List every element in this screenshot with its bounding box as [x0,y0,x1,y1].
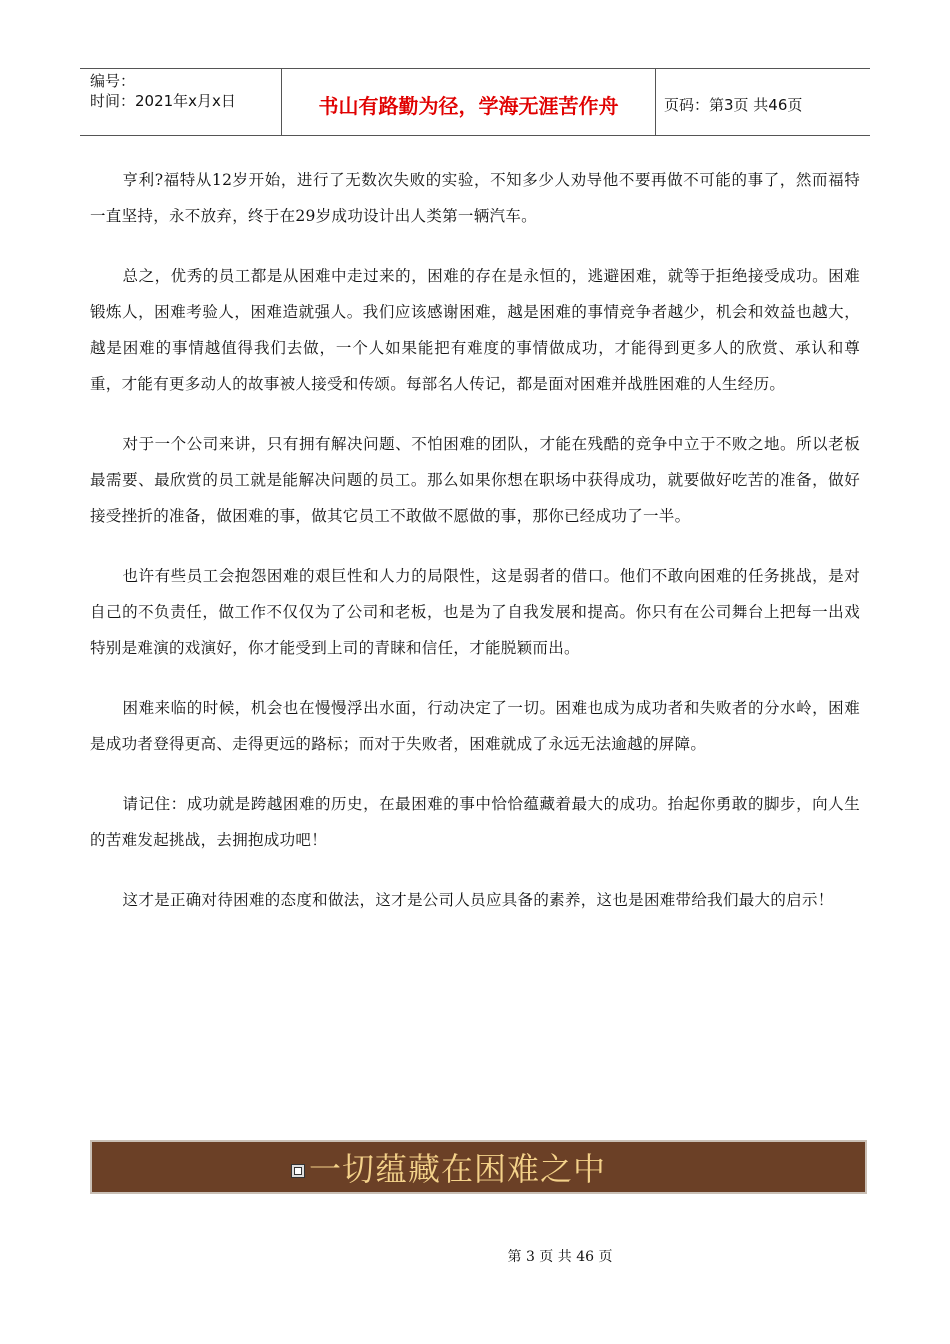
number-label: 编号： [90,72,136,90]
header-page-info: 页码：第3页 共46页 [664,95,803,114]
paragraph-3: 对于一个公司来讲，只有拥有解决问题、不怕困难的团队，才能在残酷的竞争中立于不败之地。所以老板最需要、最欣赏的员工就是能解决问题的员工。那么如果你想在职场中获得成功，就要做好吃苦的准备，做好接受挫折的准备，做困难的事，做其它员工不敢做不愿做的事，那你已经成功了一半。 [90,435,860,525]
paragraph-6: 请记住：成功就是跨越困难的历史，在最困难的事中恰恰蕴藏着最大的成功。抬起你勇敢的脚步，向人生的苦难发起挑战，去拥抱成功吧！ [90,795,860,849]
paragraph-5: 困难来临的时候，机会也在慢慢浮出水面，行动决定了一切。困难也成为成功者和失败者的分水岭，困难是成功者登得更高、走得更远的路标；而对于失败者，困难就成了永远无法逾越的屏障。 [90,699,860,753]
paragraph-7: 这才是正确对待困难的态度和做法，这才是公司人员应具备的素养，这也是困难带给我们最大的启示！ [122,891,834,909]
paragraph-1: 亨利?福特从12岁开始，进行了无数次失败的实验，不知多少人劝导他不要再做不可能的事了，然而福特一直坚持，永不放弃，终于在29岁成功设计出人类第一辆汽车。 [90,171,860,225]
paragraph-2: 总之，优秀的员工都是从困难中走过来的，困难的存在是永恒的，逃避困难，就等于拒绝接受成功。困难锻炼人，困难考验人，困难造就强人。我们应该感谢困难，越是困难的事情竞争者越少，机会和效益也越大，越是困难的事情越值得我们去做，一个人如果能把有难度的事情做成功，才能得到更多人的欣赏、承认和尊重，才能有更多动人的故事被人接受和传颂。每部名人传记，都是面对困难并战胜困难的人生经历。 [90,267,860,393]
section-banner [90,1140,867,1194]
banner-content [291,1144,606,1190]
paragraph-4: 也许有些员工会抱怨困难的艰巨性和人力的局限性，这是弱者的借口。他们不敢向困难的任务挑战，是对自己的不负责任，做工作不仅仅为了公司和老板，也是为了自我发展和提高。你只有在公司舞台上把每一出戏特别是难演的戏演好，你才能受到上司的青睐和信任，才能脱颖而出。 [90,567,860,657]
article-body [90,162,860,942]
banner-title: 一切蕴藏在困难之中 [308,1150,606,1188]
header-meta [80,69,282,135]
header-motto: 书山有路勤为径，学海无涯苦作舟 [282,69,656,135]
image-placeholder-icon [291,1164,305,1178]
document-header [80,68,870,136]
date-label: 时间：2021年x月x日 [90,92,236,110]
page-footer: 第 3 页 共 46 页 [507,1249,613,1265]
